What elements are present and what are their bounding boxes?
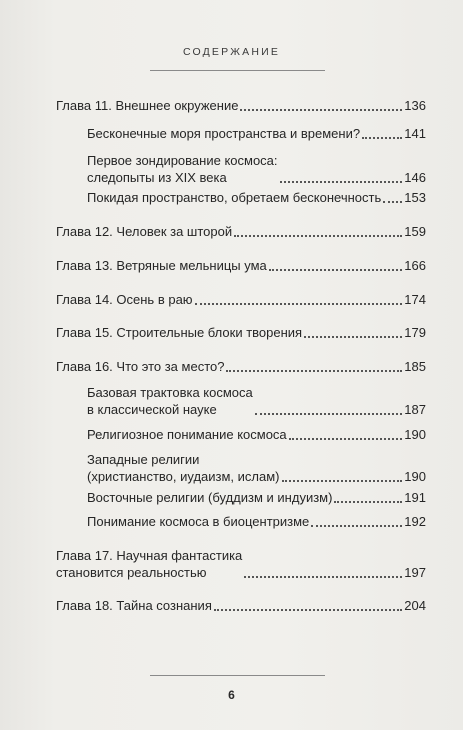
- dot-leader: [282, 480, 403, 482]
- toc-entry-title: Глава 13. Ветряные мельницы ума: [56, 258, 267, 273]
- toc-subentry: [87, 426, 426, 443]
- toc-entry-page: 166: [404, 258, 426, 273]
- dot-leader: [334, 501, 402, 503]
- dot-leader: [226, 370, 402, 372]
- dot-leader: [311, 525, 402, 527]
- dot-leader: [244, 576, 402, 578]
- toc-entry-title: Глава 14. Осень в раю: [56, 292, 193, 307]
- dot-leader: [255, 413, 403, 415]
- toc-entry-title: Религиозное понимание космоса: [87, 427, 287, 442]
- toc-entry: [56, 223, 426, 240]
- toc-subentry: [87, 513, 426, 530]
- toc-subentry: [87, 451, 426, 485]
- dot-leader: [195, 303, 403, 305]
- toc-entry-title: Первое зондирование космоса: следопыты из XIX века: [87, 153, 278, 185]
- toc-entry-title: Понимание космоса в биоцентризме: [87, 514, 310, 529]
- toc-entry-title: Глава 12. Человек за шторой: [56, 224, 233, 239]
- dot-leader: [289, 438, 403, 440]
- toc-entry-title: Бесконечные моря пространства и времени?: [87, 126, 361, 141]
- page-number: 6: [228, 688, 235, 702]
- toc-entry-page: 187: [404, 402, 426, 417]
- toc-subentry: [87, 125, 426, 142]
- toc-entry-title: Западные религии (христианство, иудаизм, ислам): [87, 452, 280, 484]
- dot-leader: [214, 609, 402, 611]
- toc-entry-page: 141: [404, 126, 426, 141]
- dot-leader: [240, 109, 402, 111]
- toc-entry: [56, 547, 426, 581]
- toc-entry-page: 174: [404, 292, 426, 307]
- toc-entry: [56, 358, 426, 375]
- toc-entry-page: 197: [404, 565, 426, 580]
- toc-entry-page: 192: [404, 514, 426, 529]
- toc-entry-page: 204: [404, 598, 426, 613]
- toc-entry-page: 136: [404, 98, 426, 113]
- toc-subentry: [87, 384, 426, 418]
- dot-leader: [362, 137, 402, 139]
- toc-subentry: [87, 152, 426, 186]
- toc-entry: [56, 597, 426, 614]
- toc-entry-page: 191: [404, 490, 426, 505]
- footer-divider: [150, 675, 325, 676]
- toc-entry-title: Глава 18. Тайна сознания: [56, 598, 212, 613]
- toc-entry-title: Глава 11. Внешнее окружение: [56, 98, 239, 113]
- toc-entry-page: 190: [404, 427, 426, 442]
- toc-entry-title: Базовая трактовка космоса в классической науке: [87, 385, 253, 417]
- dot-leader: [269, 269, 403, 271]
- page-header: СОДЕРЖАНИЕ: [182, 46, 281, 58]
- toc-subentry: [87, 189, 426, 206]
- toc-entry: [56, 291, 426, 308]
- toc-entry-page: 146: [404, 170, 426, 185]
- dot-leader: [304, 336, 402, 338]
- toc-entry-page: 153: [404, 190, 426, 205]
- toc-entry-title: Глава 16. Что это за место?: [56, 359, 225, 374]
- toc-entry: [56, 257, 426, 274]
- toc-entry-title: Глава 17. Научная фантастика становится реальностью: [56, 548, 243, 580]
- toc-subentry: [87, 489, 426, 506]
- dot-leader: [280, 181, 403, 183]
- toc-entry-title: Восточные религии (буддизм и индуизм): [87, 490, 333, 505]
- toc-entry-page: 185: [404, 359, 426, 374]
- dot-leader: [234, 235, 402, 237]
- toc-entry: [56, 97, 426, 114]
- toc-entry-title: Глава 15. Строительные блоки творения: [56, 325, 303, 340]
- toc-entry-page: 190: [404, 469, 426, 484]
- toc-entry-title: Покидая пространство, обретаем бесконечность: [87, 190, 382, 205]
- toc-entry-page: 179: [404, 325, 426, 340]
- toc-entry-page: 159: [404, 224, 426, 239]
- toc-entry: [56, 324, 426, 341]
- dot-leader: [383, 201, 402, 203]
